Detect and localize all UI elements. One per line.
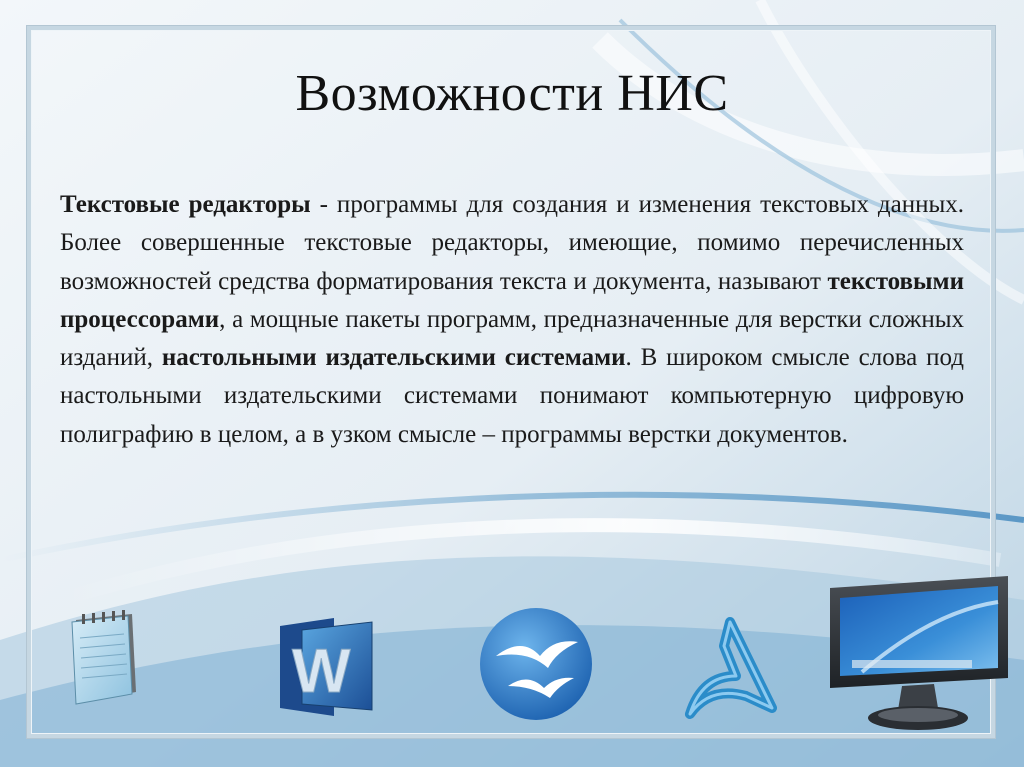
term-word-processors: текстовыми процессорами — [60, 267, 964, 333]
paragraph-part-1: - программы для создания и изменения текстовых данных. Более совершенные текстовые редакторы, имеющие, помимо перечисленных возможностей средства форматирования текста и документа, называют — [60, 191, 964, 295]
svg-text:W: W — [292, 637, 351, 706]
paragraph-part-2: , а мощные пакеты программ, предназначенные для верстки сложных изданий, — [60, 305, 964, 372]
term-desktop-publishing: настольными издательскими системами — [161, 344, 626, 372]
slide-title: Возможности НИС — [295, 65, 729, 122]
paragraph-part-3: . В широком смысле слова под настольными издательскими системами понимают компьютерную цифровую полиграфию в целом, а в узком смысле – программы верстки документов. — [60, 344, 965, 448]
adobe-acrobat-icon — [680, 616, 780, 720]
term-text-editors: Текстовые редакторы — [60, 191, 311, 218]
openoffice-icon — [478, 606, 594, 722]
monitor-icon — [822, 572, 1014, 736]
word-icon — [272, 612, 380, 722]
body-paragraph — [60, 186, 964, 454]
notepad-icon — [62, 608, 142, 708]
